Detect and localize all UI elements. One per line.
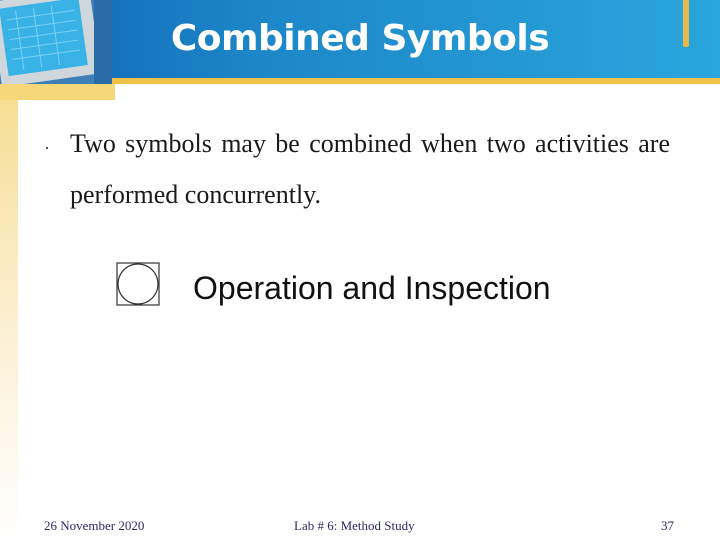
symbol-label: Operation and Inspection <box>193 270 551 306</box>
footer-date: 26 November 2020 <box>44 518 145 533</box>
footer-title: Lab # 6: Method Study <box>294 518 415 533</box>
banner-under-block <box>0 84 115 100</box>
slide-title: Combined Symbols <box>170 18 550 59</box>
footer-page-number: 37 <box>661 518 674 533</box>
bullet-text: Two symbols may be combined when two activities are performed concurrently. <box>70 129 670 209</box>
title-accent-bar <box>683 0 689 47</box>
operation-inspection-symbol-icon <box>116 262 160 306</box>
bullet-dot-icon: · <box>44 138 50 158</box>
